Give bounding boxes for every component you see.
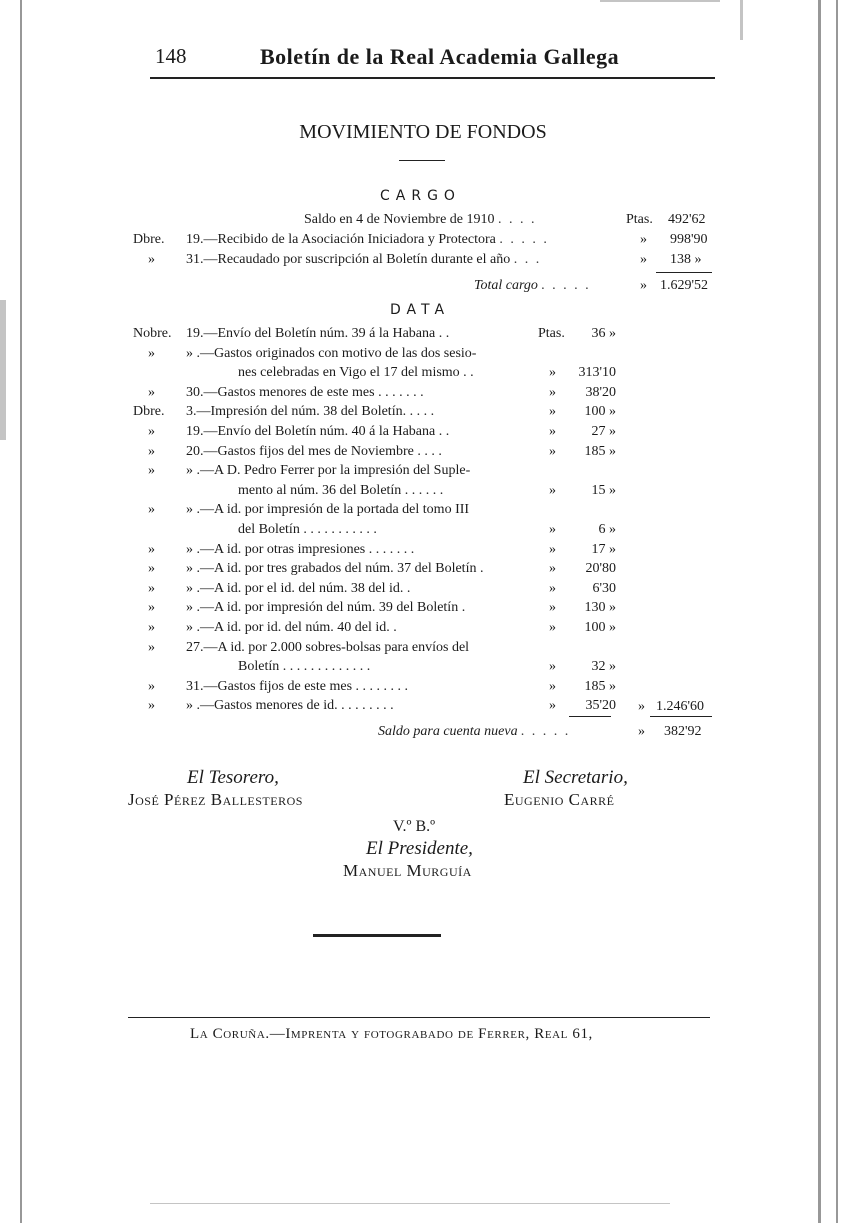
data-row-description: » .—Gastos menores de id. . . . . . . . .: [186, 698, 394, 714]
data-row-amount: 32 »: [591, 659, 616, 675]
closing-ornament-rule: [313, 934, 441, 937]
data-row-mark: »: [549, 659, 556, 675]
section-title: MOVIMIENTO DE FONDOS: [299, 121, 547, 143]
scan-noise: [600, 0, 720, 2]
data-row-description: 20.—Gastos fijos del mes de Noviembre . . . .: [186, 443, 442, 459]
data-row-amount: 38'20: [585, 384, 616, 400]
data-total: 1.246'60: [656, 699, 705, 714]
cargo-total-mark: »: [640, 278, 647, 293]
cargo-row-subscription-amount: 138 »: [670, 252, 702, 267]
saldo-value: 382'92: [664, 724, 702, 739]
data-row-month: »: [148, 443, 155, 459]
scan-edge-right-outer: [836, 0, 838, 1223]
saldo-label: Saldo para cuenta nueva . . . . .: [378, 724, 571, 739]
footer-rule: [128, 1017, 710, 1018]
president-role: El Presidente,: [366, 838, 473, 859]
data-row-month: »: [148, 620, 155, 635]
data-row-mark: »: [549, 482, 556, 498]
data-row-description: 3.—Impresión del núm. 38 del Boletín. . . . .: [186, 404, 435, 420]
title-divider: [399, 160, 445, 161]
data-row-month: »: [148, 639, 155, 655]
data-row-description: mento al núm. 36 del Boletín . . . . . .: [238, 482, 444, 498]
saldo-mark: »: [638, 724, 645, 739]
data-sub-rule: [569, 716, 611, 717]
data-row-description: » .—A D. Pedro Ferrer por la impresión del Suple-: [186, 463, 471, 479]
data-row-mark: »: [549, 404, 556, 420]
data-row-mark: »: [549, 678, 556, 694]
data-row-month: »: [148, 345, 155, 361]
data-row-description: Boletín . . . . . . . . . . . . .: [238, 659, 371, 675]
printer-imprint: La Coruña.—Imprenta y fotograbado de Ferrer, Real 61,: [190, 1026, 593, 1042]
data-row-amount: 15 »: [591, 482, 616, 498]
data-row-month: Dbre.: [133, 404, 165, 420]
data-row-description: 27.—A id. por 2.000 sobres-bolsas para envíos del: [186, 639, 470, 655]
cargo-row-saldo: Saldo en 4 de Noviembre de 1910 . . . .: [304, 212, 537, 227]
cargo-row-received-amount: 998'90: [670, 232, 708, 247]
cargo-sum-rule: [656, 272, 712, 273]
data-row-month: »: [148, 384, 155, 400]
data-row-month: Nobre.: [133, 326, 172, 341]
cargo-row-received-mark: »: [640, 232, 647, 247]
data-row-month: »: [148, 424, 155, 439]
data-row-amount: 17 »: [591, 541, 616, 557]
data-row-description: » .—A id. por impresión del núm. 39 del Boletín .: [186, 600, 466, 616]
data-row-month: »: [148, 580, 155, 596]
secretary-name: Eugenio Carré: [504, 790, 615, 809]
scan-edge-right: [818, 0, 821, 1223]
data-row-description: » .—A id. por el id. del núm. 38 del id. .: [186, 580, 411, 596]
data-row-amount: 36 »: [591, 326, 616, 341]
cargo-total-value: 1.629'52: [660, 278, 709, 293]
cargo-row-saldo-amount: 492'62: [668, 212, 706, 227]
data-row-amount: 185 »: [584, 678, 616, 694]
data-row-month: »: [148, 463, 155, 479]
data-row-description: » .—A id. por id. del núm. 40 del id. .: [186, 620, 397, 635]
data-row-description: 19.—Envío del Boletín núm. 39 á la Habana . .: [186, 326, 450, 341]
scan-noise: [150, 1203, 670, 1204]
data-row-mark: »: [549, 443, 556, 459]
scan-noise: [0, 300, 6, 440]
cargo-row-subscription-mark: »: [640, 252, 647, 267]
data-row-amount: 185 »: [584, 443, 616, 459]
data-row-amount: 35'20: [585, 698, 616, 714]
data-total-mark: »: [638, 699, 645, 714]
data-row-amount: 100 »: [584, 404, 616, 420]
data-row-amount: 6'30: [592, 580, 616, 596]
running-title: Boletín de la Real Academia Gallega: [260, 44, 620, 69]
cargo-total-label: Total cargo . . . . .: [474, 278, 591, 293]
cargo-heading: CARGO: [380, 188, 461, 204]
data-row-month: »: [148, 541, 155, 557]
data-row-mark: »: [549, 561, 556, 577]
data-row-mark: »: [549, 698, 556, 714]
president-name: Manuel Murguía: [343, 861, 472, 880]
data-row-description: nes celebradas en Vigo el 17 del mismo . .: [238, 365, 474, 381]
cargo-row-saldo-mark: Ptas.: [626, 212, 653, 227]
data-row-description: 31.—Gastos fijos de este mes . . . . . . . .: [186, 678, 409, 694]
data-row-description: » .—A id. por tres grabados del núm. 37 del Boletín .: [186, 561, 484, 577]
data-row-month: »: [148, 561, 155, 577]
data-heading: DATA: [390, 302, 451, 318]
cargo-row-month: »: [148, 252, 155, 267]
data-row-mark: »: [549, 522, 556, 537]
scan-edge-left: [20, 0, 22, 1223]
data-row-mark: »: [549, 580, 556, 596]
data-row-mark: »: [549, 541, 556, 557]
data-row-amount: 27 »: [591, 424, 616, 439]
cargo-row-received: 19.—Recibido de la Asociación Iniciadora y Protectora . . . . .: [186, 232, 549, 247]
secretary-role: El Secretario,: [523, 767, 628, 788]
data-row-amount: 100 »: [584, 620, 616, 635]
data-row-mark: »: [549, 600, 556, 616]
data-row-description: » .—A id. por otras impresiones . . . . . . .: [186, 541, 415, 557]
data-row-mark: »: [549, 384, 556, 400]
treasurer-name: José Pérez Ballesteros: [128, 790, 303, 809]
data-row-month: »: [148, 600, 155, 616]
page-number: 148: [155, 44, 187, 68]
data-row-description: del Boletín . . . . . . . . . . .: [238, 522, 377, 537]
treasurer-role: El Tesorero,: [187, 767, 279, 788]
data-row-mark: »: [549, 424, 556, 439]
data-row-description: » .—Gastos originados con motivo de las dos sesio-: [186, 345, 477, 361]
data-total-rule: [650, 716, 712, 717]
data-row-mark: »: [549, 365, 556, 381]
data-row-amount: 6 »: [598, 522, 616, 537]
data-row-month: »: [148, 698, 155, 714]
data-row-mark: Ptas.: [538, 326, 565, 341]
cargo-row-month: Dbre.: [133, 232, 165, 247]
data-row-month: »: [148, 502, 155, 518]
data-row-mark: »: [549, 620, 556, 635]
data-row-amount: 130 »: [584, 600, 616, 616]
data-row-month: »: [148, 678, 155, 694]
header-rule: [150, 77, 715, 79]
cargo-row-subscription: 31.—Recaudado por suscripción al Boletín durante el año . . .: [186, 252, 542, 267]
data-row-description: 30.—Gastos menores de este mes . . . . . . .: [186, 384, 424, 400]
data-row-amount: 313'10: [578, 365, 616, 381]
visto-bueno: V.º B.º: [393, 818, 436, 835]
data-row-amount: 20'80: [585, 561, 616, 577]
data-row-description: » .—A id. por impresión de la portada del tomo III: [186, 502, 470, 518]
data-row-description: 19.—Envío del Boletín núm. 40 á la Habana . .: [186, 424, 450, 439]
scan-noise: [740, 0, 743, 40]
